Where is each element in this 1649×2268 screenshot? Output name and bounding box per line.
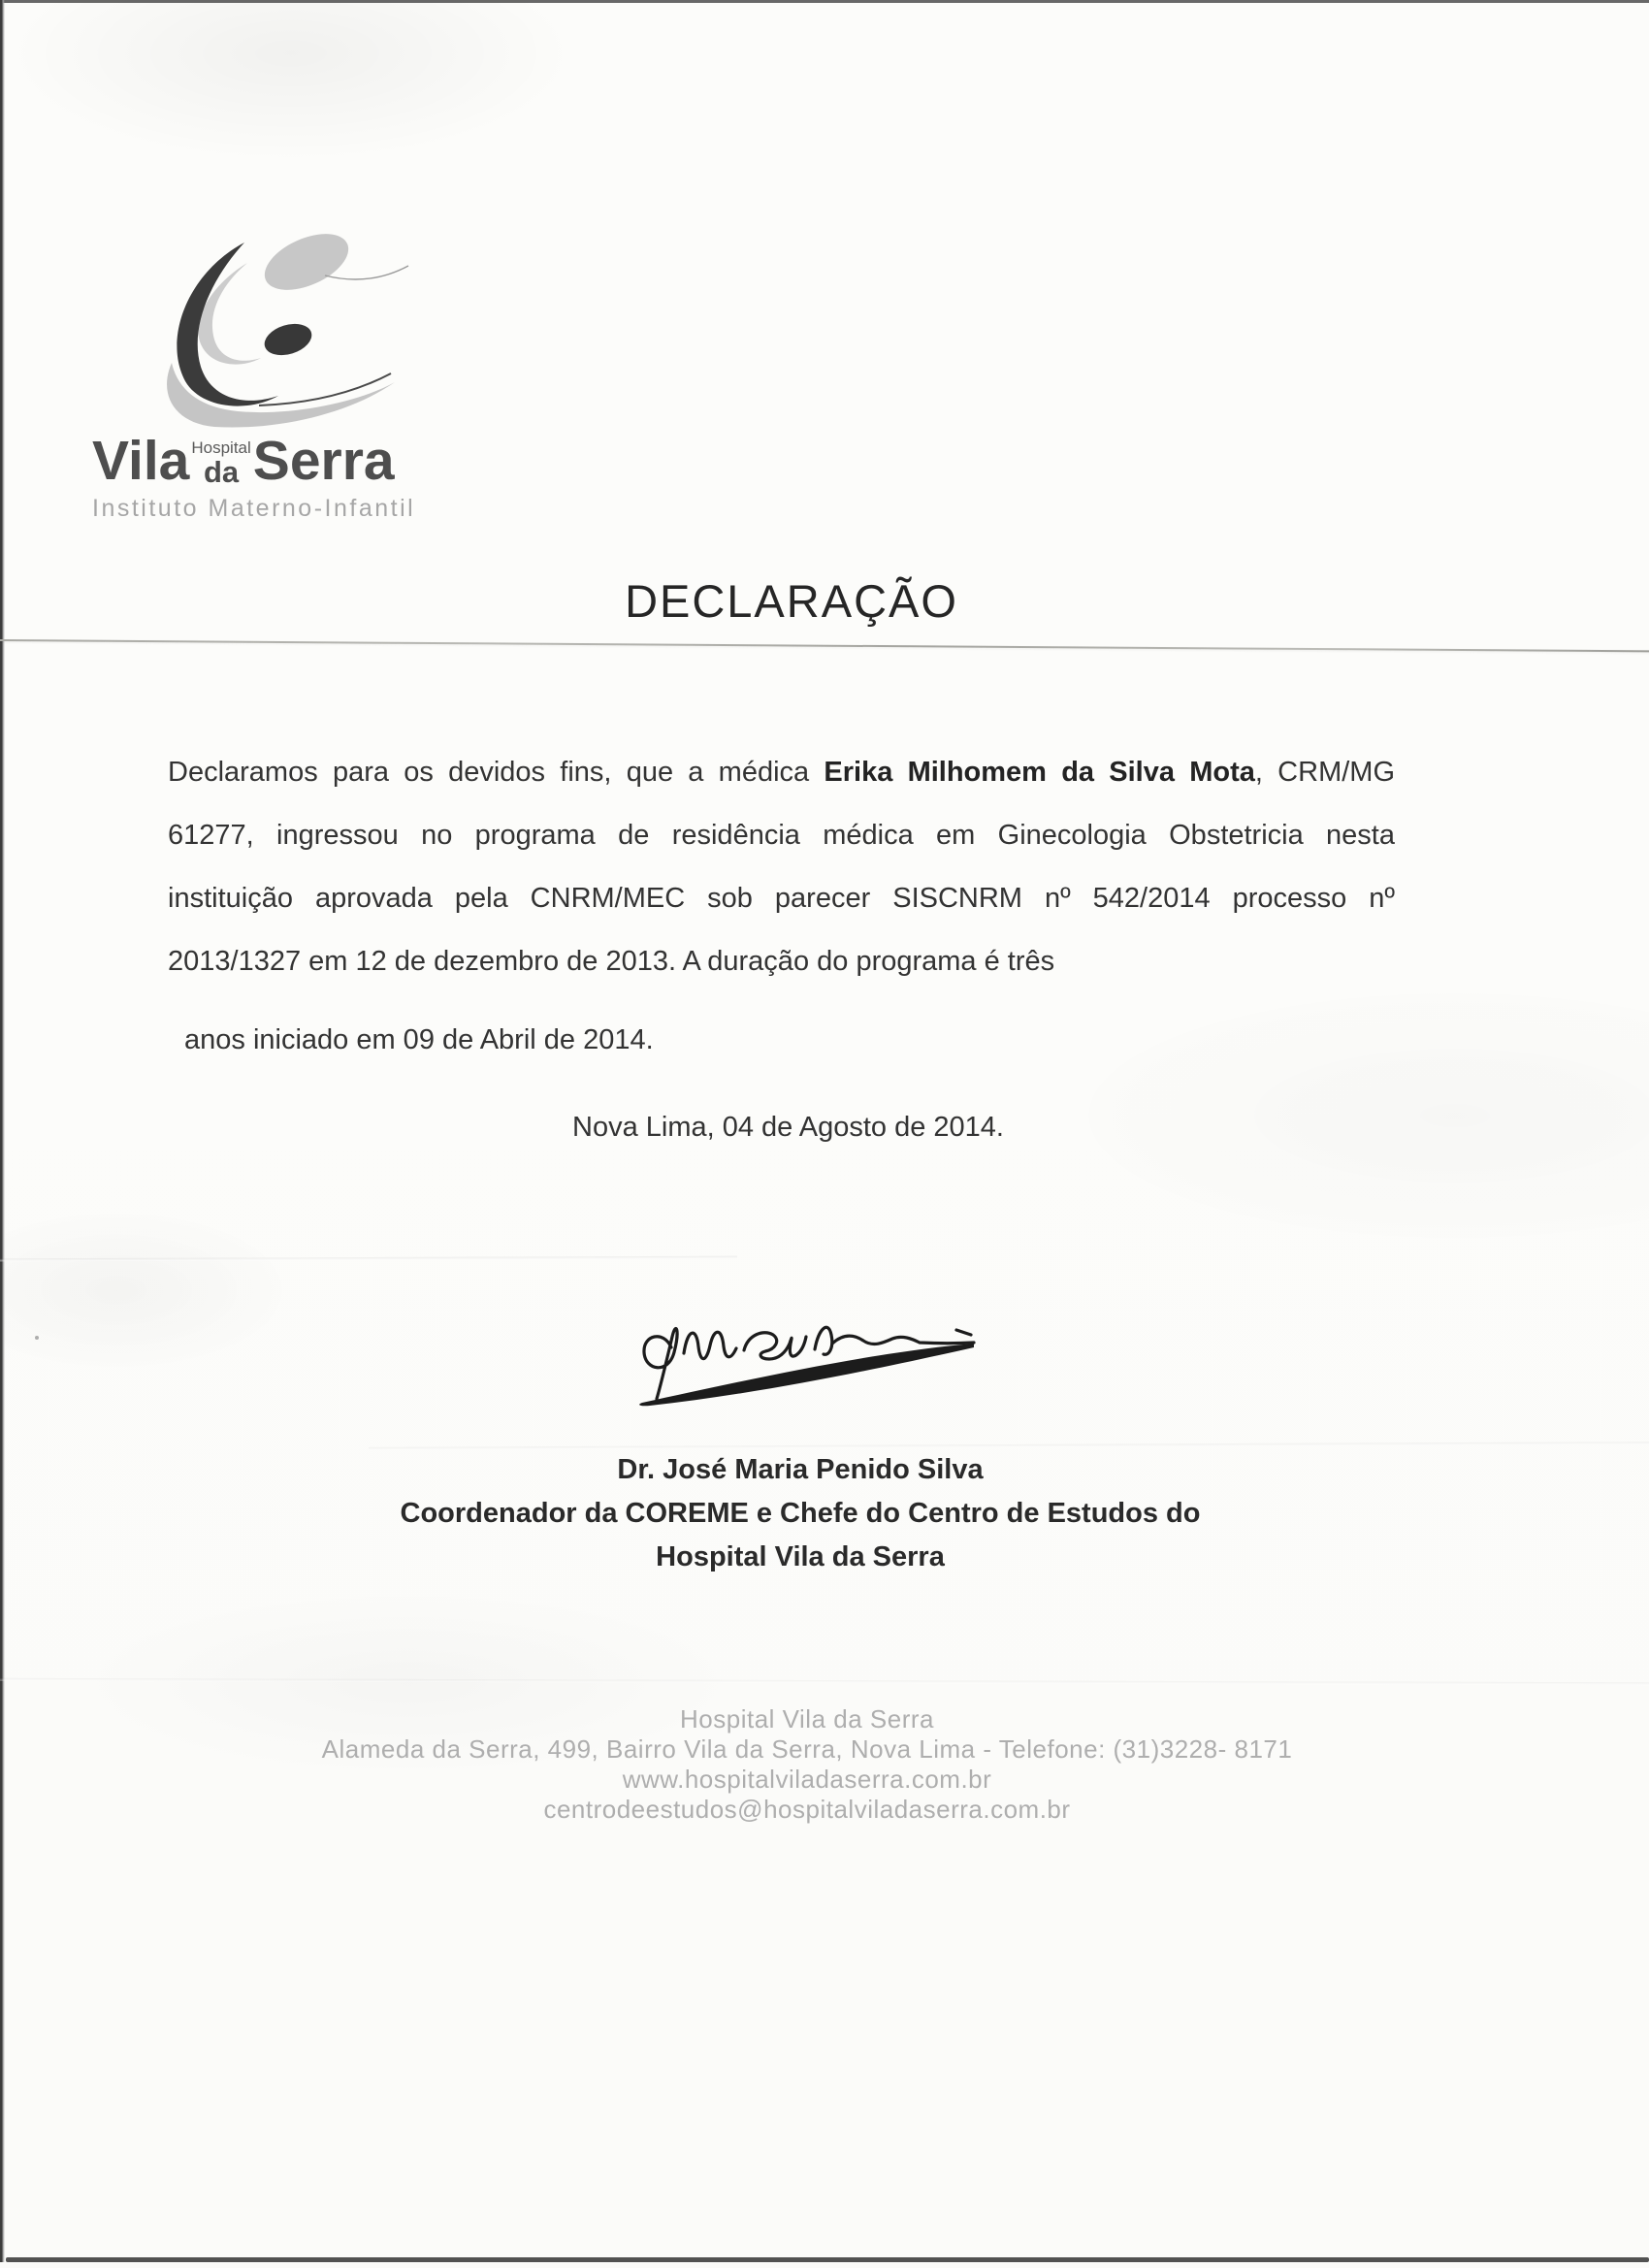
footer-hospital-name: Hospital Vila da Serra bbox=[680, 1704, 934, 1733]
hospital-logo bbox=[92, 231, 417, 523]
body-line-2: 61277, ingressou no programa de residência médica em Ginecologia Obstetricia nesta bbox=[168, 820, 1395, 851]
scan-edge-left bbox=[0, 0, 5, 2262]
signatory-name: Dr. José Maria Penido Silva bbox=[617, 1454, 984, 1485]
scan-speck bbox=[35, 1336, 39, 1340]
fold-crease bbox=[0, 1678, 1649, 1685]
dateline: Nova Lima, 04 de Agosto de 2014. bbox=[572, 1112, 1004, 1143]
logo-word-vila: Vila bbox=[92, 430, 190, 492]
letterhead-footer bbox=[0, 1704, 1614, 1825]
logo-word-serra: Serra bbox=[252, 430, 395, 492]
body-line-3: instituição aprovada pela CNRM/MEC sob parecer SISCNRM nº 542/2014 processo nº bbox=[168, 883, 1395, 914]
physician-name: Erika Milhomem da Silva Mota bbox=[824, 757, 1255, 788]
logo-word-hospital: Hospital bbox=[191, 438, 251, 457]
signatory-organization: Hospital Vila da Serra bbox=[656, 1541, 945, 1572]
logo-subtitle: Instituto Materno-Infantil bbox=[92, 495, 416, 522]
scan-edge-top bbox=[0, 0, 1649, 3]
fold-crease bbox=[0, 1256, 737, 1262]
logo-wordmark bbox=[92, 430, 417, 492]
body-line-4: 2013/1327 em 12 de dezembro de 2013. A duração do programa é três bbox=[168, 946, 1055, 977]
swirl-logo-icon bbox=[92, 231, 412, 430]
scan-edge-bottom bbox=[6, 2257, 1649, 2262]
body-line-5: anos iniciado em 09 de Abril de 2014. bbox=[184, 1024, 654, 1055]
logo-word-middle bbox=[191, 439, 250, 487]
fold-crease bbox=[369, 1442, 1649, 1450]
footer-email: centrodeestudos@hospitalviladaserra.com.br bbox=[543, 1795, 1071, 1824]
body-line-1-suffix: , CRM/MG bbox=[1254, 757, 1395, 788]
body-line-1-prefix: Declaramos para os devidos fins, que a médica bbox=[168, 757, 824, 788]
body-line-1 bbox=[168, 757, 1395, 789]
signatory-role: Coordenador da COREME e Chefe do Centro de Estudos do bbox=[400, 1498, 1201, 1529]
document-title: DECLARAÇÃO bbox=[625, 575, 958, 627]
footer-address: Alameda da Serra, 499, Bairro Vila da Serra, Nova Lima - Telefone: (31)3228- 8171 bbox=[321, 1734, 1293, 1764]
footer-website: www.hospitalviladaserra.com.br bbox=[622, 1765, 992, 1794]
logo-word-da: da bbox=[203, 455, 240, 489]
title-underline-crease bbox=[0, 639, 1649, 652]
handwritten-signature bbox=[629, 1293, 989, 1417]
